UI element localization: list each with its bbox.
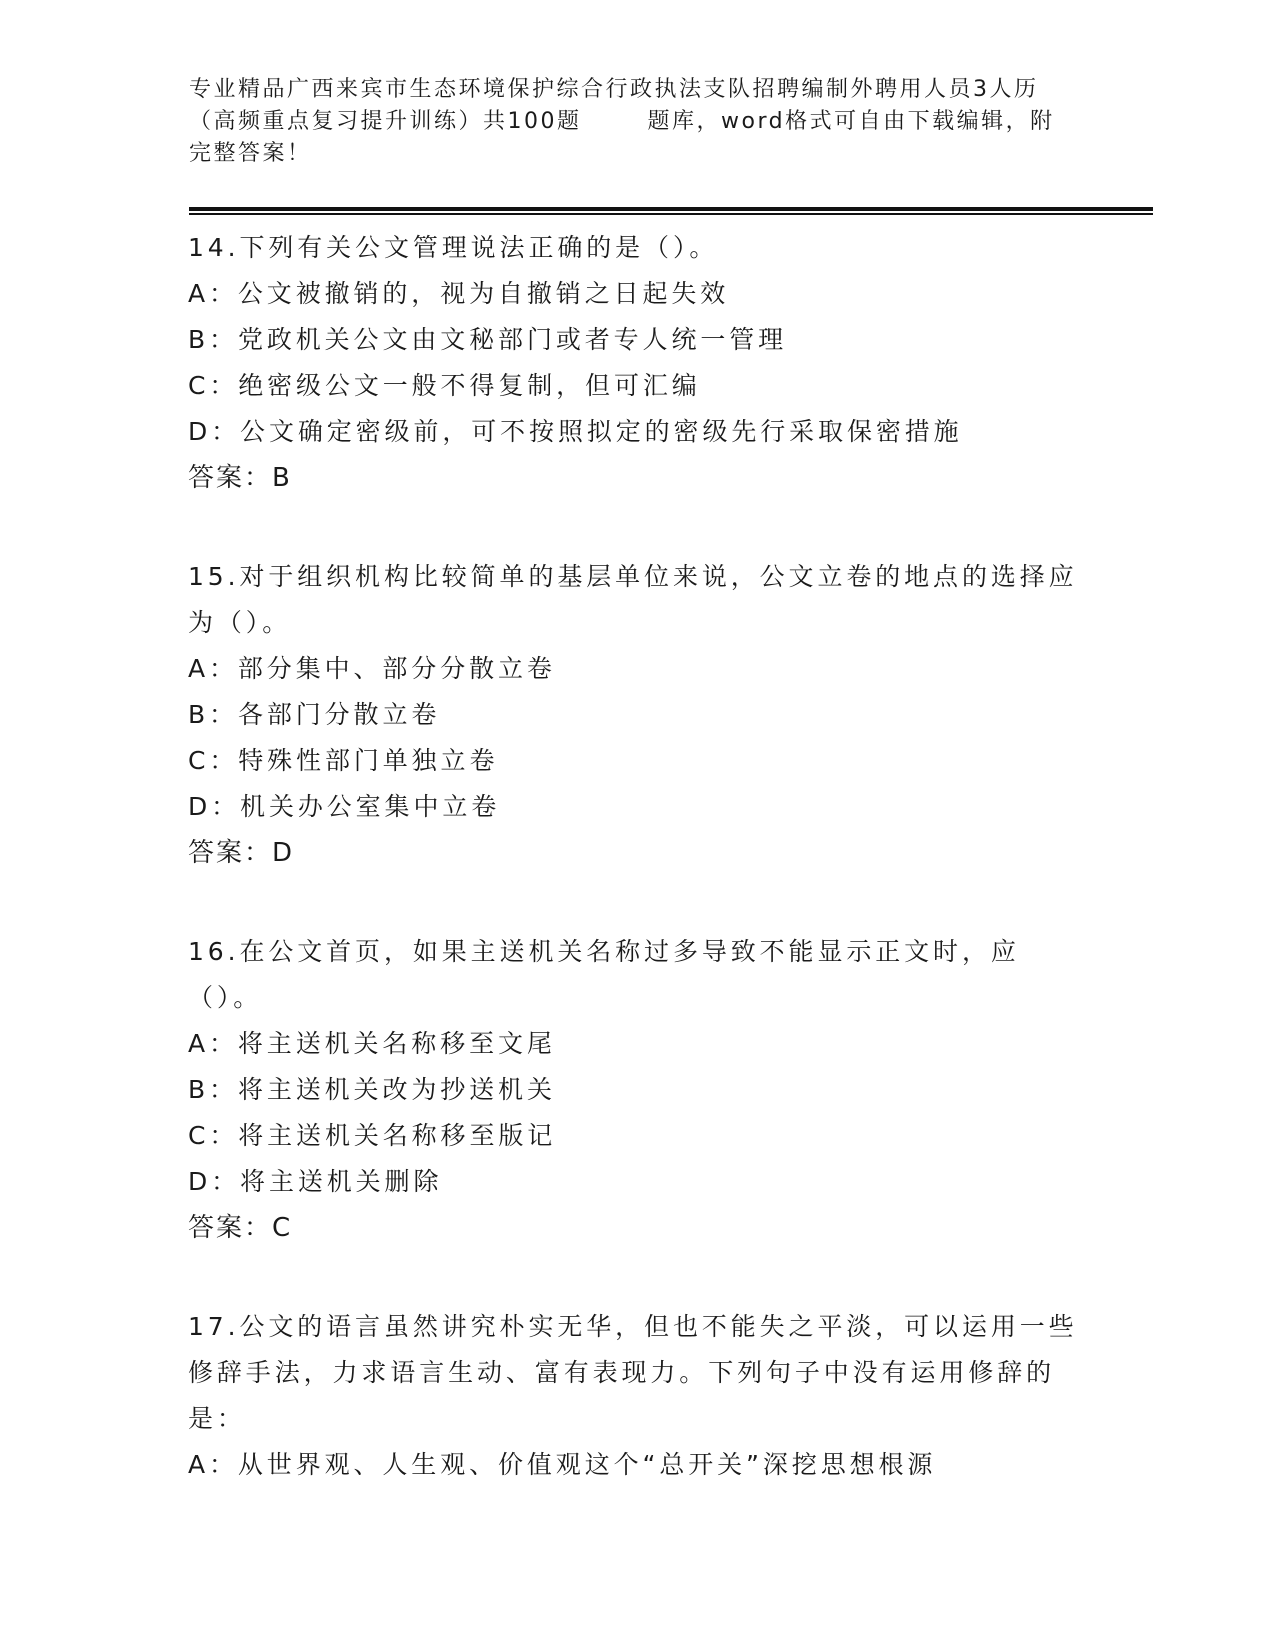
document-header <box>189 74 1069 170</box>
question-15 <box>188 554 1088 876</box>
questions-list <box>188 225 1088 1541</box>
option-c: C：将主送机关名称移至版记 <box>188 1121 557 1150</box>
header-title-part2: 题库，word格式可自由下载编辑，附完整答案！ <box>189 109 1055 166</box>
question-stem: 15.对于组织机构比较简单的基层单位来说，公文立卷的地点的选择应为（）。 <box>188 562 1078 637</box>
header-rule-thin <box>189 213 1153 215</box>
option-d: D：机关办公室集中立卷 <box>188 792 501 821</box>
answer-label: 答案：B <box>188 463 292 493</box>
option-b: B：党政机关公文由文秘部门或者专人统一管理 <box>188 325 788 354</box>
header-title-part1: 专业精品广西来宾市生态环境保护综合行政执法支队招聘编制外聘用人员3人历（高频重点复习提升训练）共100题 <box>189 77 1039 134</box>
option-a: A：公文被撤销的，视为自撤销之日起失效 <box>188 279 730 308</box>
question-stem: 14.下列有关公文管理说法正确的是（）。 <box>188 233 719 262</box>
option-d: D：将主送机关删除 <box>188 1167 443 1196</box>
option-a: A：部分集中、部分分散立卷 <box>188 654 556 683</box>
option-b: B：将主送机关改为抄送机关 <box>188 1075 556 1104</box>
option-d: D：公文确定密级前，可不按照拟定的密级先行采取保密措施 <box>188 417 963 446</box>
question-16 <box>188 929 1088 1251</box>
option-c: C：特殊性部门单独立卷 <box>188 746 499 775</box>
question-stem: 16.在公文首页，如果主送机关名称过多导致不能显示正文时，应（）。 <box>188 937 1020 1012</box>
option-b: B：各部门分散立卷 <box>188 700 441 729</box>
question-stem: 17.公文的语言虽然讲究朴实无华，但也不能失之平淡，可以运用一些修辞手法，力求语言生动、富有表现力。下列句子中没有运用修辞的是： <box>188 1312 1078 1433</box>
header-rule-thick <box>189 207 1153 211</box>
option-a: A：将主送机关名称移至文尾 <box>188 1029 556 1058</box>
question-14 <box>188 225 1088 501</box>
option-c: C：绝密级公文一般不得复制，但可汇编 <box>188 371 701 400</box>
answer-label: 答案：D <box>188 838 295 868</box>
answer-label: 答案：C <box>188 1213 293 1243</box>
question-17 <box>188 1304 1088 1488</box>
option-a: A：从世界观、人生观、价值观这个“总开关”深挖思想根源 <box>188 1450 937 1479</box>
